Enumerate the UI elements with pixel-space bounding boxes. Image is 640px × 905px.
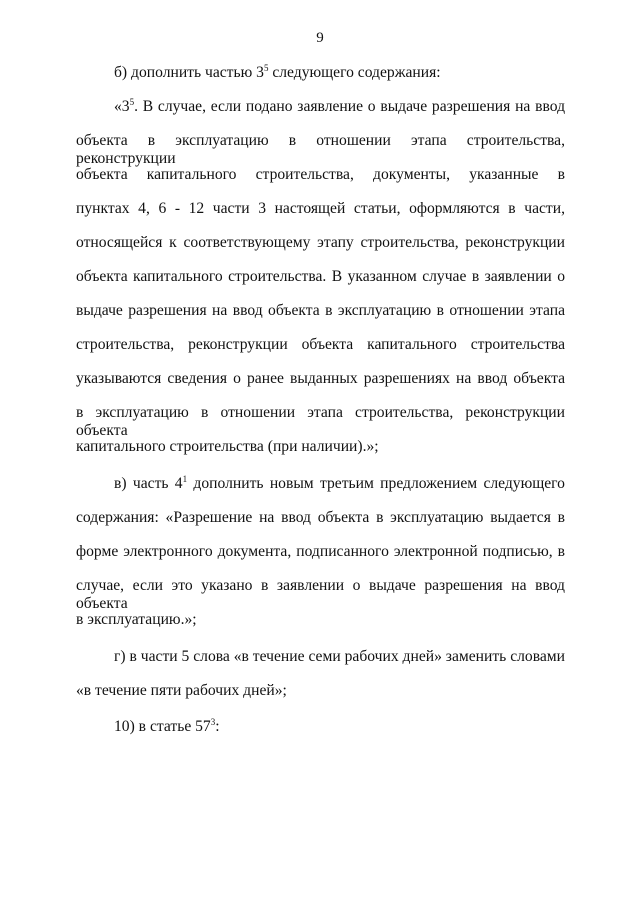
text-line [76,166,565,184]
superscript: 3 [210,717,216,727]
page-number: 9 [316,30,324,46]
text-line [76,404,565,440]
text-line [76,302,565,320]
line-text: «в течение пяти рабочих дней»; [76,682,287,699]
superscript: 1 [182,474,188,484]
text-line [76,438,565,456]
text-line [76,611,565,629]
text-line [76,370,565,388]
text-line [114,98,565,116]
line-text: б) дополнить частью 3 [114,64,264,81]
line-text: строительства, реконструкции объекта капитального строительства [76,336,565,353]
line-text: пунктах 4, 6 - 12 части 3 настоящей статьи, оформляются в части, [76,200,565,217]
line-text: указываются сведения о ранее выданных разрешениях на ввод объекта [76,370,565,387]
line-text: объекта в эксплуатацию в отношении этапа строительства, реконструкции [76,132,565,167]
line-text: в эксплуатацию в отношении этапа строительства, реконструкции объекта [76,404,565,439]
line-text: содержания: «Разрешение на ввод объекта в эксплуатацию выдается в [76,509,565,526]
text-line [114,64,565,82]
text-line [114,648,565,666]
line-text: : [215,718,220,735]
line-text: капитального строительства (при наличии).»; [76,438,379,455]
line-text: в) часть 4 [114,475,183,492]
text-line [114,475,565,493]
text-line [76,336,565,354]
text-line [76,132,565,168]
text-line [76,543,565,561]
line-text: относящейся к соответствующему этапу строительства, реконструкции [76,234,565,251]
line-text: в эксплуатацию.»; [76,611,197,628]
text-line [76,200,565,218]
text-line [76,268,565,286]
text-line [76,682,565,700]
line-text: объекта капитального строительства. В указанном случае в заявлении о [76,268,565,285]
text-line [114,718,565,736]
line-text: . В случае, если подано заявление о выдаче разрешения на ввод [134,98,565,115]
superscript: 5 [263,63,269,73]
line-text: дополнить новым третьим предложением следующего [187,475,565,492]
line-text: г) в части 5 слова «в течение семи рабочих дней» заменить словами [114,648,565,665]
text-line [76,577,565,613]
line-text: 10) в статье 57 [114,718,211,735]
line-text: случае, если это указано в заявлении о выдаче разрешения на ввод объекта [76,577,565,612]
line-text: следующего содержания: [268,64,441,81]
line-text: «3 [114,98,130,115]
superscript: 5 [129,97,135,107]
line-text: выдаче разрешения на ввод объекта в эксплуатацию в отношении этапа [76,302,565,319]
line-text: форме электронного документа, подписанного электронной подписью, в [76,543,565,560]
line-text: объекта капитального строительства, документы, указанные в [76,166,565,183]
text-line [76,509,565,527]
text-line [76,234,565,252]
